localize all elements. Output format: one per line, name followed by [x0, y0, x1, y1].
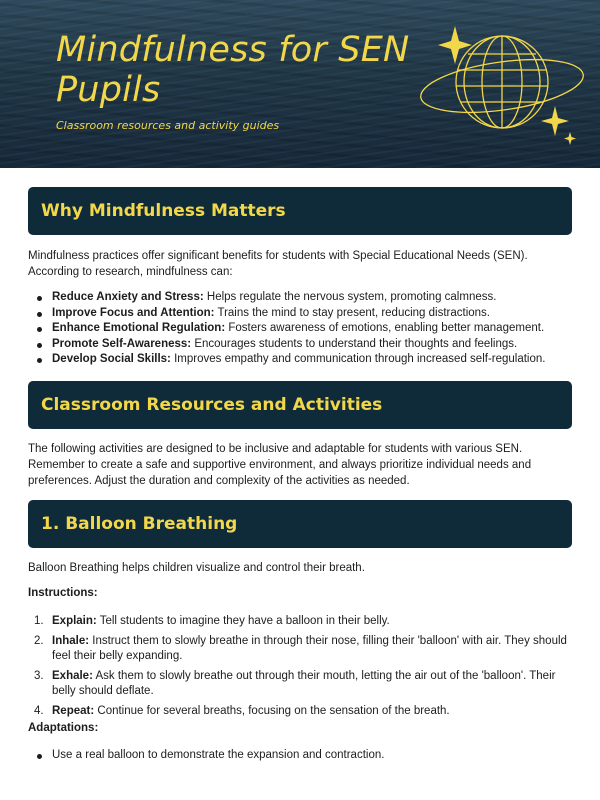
benefit-text: Encourages students to understand their thoughts and feelings.	[191, 337, 518, 350]
section-header-balloon-breathing	[28, 500, 572, 548]
benefit-text: Trains the mind to stay present, reducing distractions.	[214, 306, 490, 319]
step-text: Tell students to imagine they have a balloon in their belly.	[96, 615, 390, 627]
list-item	[28, 337, 576, 353]
step-term: Inhale:	[52, 634, 90, 647]
list-item	[28, 669, 576, 700]
instructions-label: Instructions:	[28, 587, 98, 599]
balloon-intro-paragraph: Balloon Breathing helps children visualize and control their breath.	[28, 562, 365, 574]
step-term: Exhale:	[52, 669, 93, 682]
list-item	[28, 634, 576, 665]
benefits-list	[28, 290, 576, 368]
globe-sparkle-icon	[410, 14, 595, 149]
benefit-text: Helps regulate the nervous system, promoting calmness.	[203, 291, 497, 303]
list-item	[28, 704, 576, 720]
section-title: Classroom Resources and Activities	[41, 395, 383, 415]
list-item: Use a real balloon to demonstrate the expansion and contraction.	[28, 748, 576, 764]
benefit-term: Reduce Anxiety and Stress:	[52, 291, 204, 303]
list-item	[28, 306, 576, 322]
page-title: Mindfulness for SEN Pupils	[56, 30, 410, 110]
benefit-term: Enhance Emotional Regulation:	[52, 322, 226, 334]
why-intro-paragraph: Mindfulness practices offer significant benefits for students with Special Educational Needs (SEN). According to research, mindfulness can:	[28, 250, 528, 278]
list-item	[28, 290, 576, 306]
list-item	[28, 614, 576, 630]
step-term: Repeat:	[52, 704, 95, 717]
step-text: Ask them to slowly breathe out through their mouth, letting the air out of the 'balloon'. Their belly should deflate.	[52, 669, 556, 697]
benefit-term: Improve Focus and Attention:	[52, 306, 215, 319]
section-title: 1. Balloon Breathing	[41, 514, 238, 534]
benefit-term: Promote Self-Awareness:	[52, 337, 192, 350]
section-title: Why Mindfulness Matters	[41, 201, 286, 221]
list-item	[28, 321, 576, 337]
step-number: 1.	[34, 615, 44, 627]
benefit-text: Improves empathy and communication through increased self-regulation.	[170, 353, 546, 365]
section-header-classroom-resources	[28, 381, 572, 429]
instructions-list	[28, 614, 576, 723]
benefit-term: Develop Social Skills:	[52, 353, 171, 365]
step-term: Explain:	[52, 615, 97, 627]
step-text: Instruct them to slowly breathe in through their nose, filling their 'balloon' with air. They should feel their belly expanding.	[52, 634, 567, 662]
step-number: 3.	[34, 669, 44, 682]
section-header-why-mindfulness	[28, 187, 572, 235]
benefit-text: Fosters awareness of emotions, enabling better management.	[225, 322, 545, 334]
step-number: 2.	[34, 634, 44, 647]
list-item	[28, 352, 576, 368]
page-subtitle: Classroom resources and activity guides	[56, 119, 280, 132]
resources-intro-paragraph: The following activities are designed to be inclusive and adaptable for students with various SEN. Remember to create a safe and supportive environment, and always prioritize individual needs and preferences. Adjust the duration and complexity of the activities as needed.	[28, 443, 532, 487]
step-number: 4.	[34, 704, 44, 717]
header-banner	[0, 0, 600, 168]
step-text: Continue for several breaths, focusing on the sensation of the breath.	[94, 704, 450, 717]
adaptations-label: Adaptations:	[28, 722, 99, 734]
adaptations-list	[28, 748, 576, 764]
